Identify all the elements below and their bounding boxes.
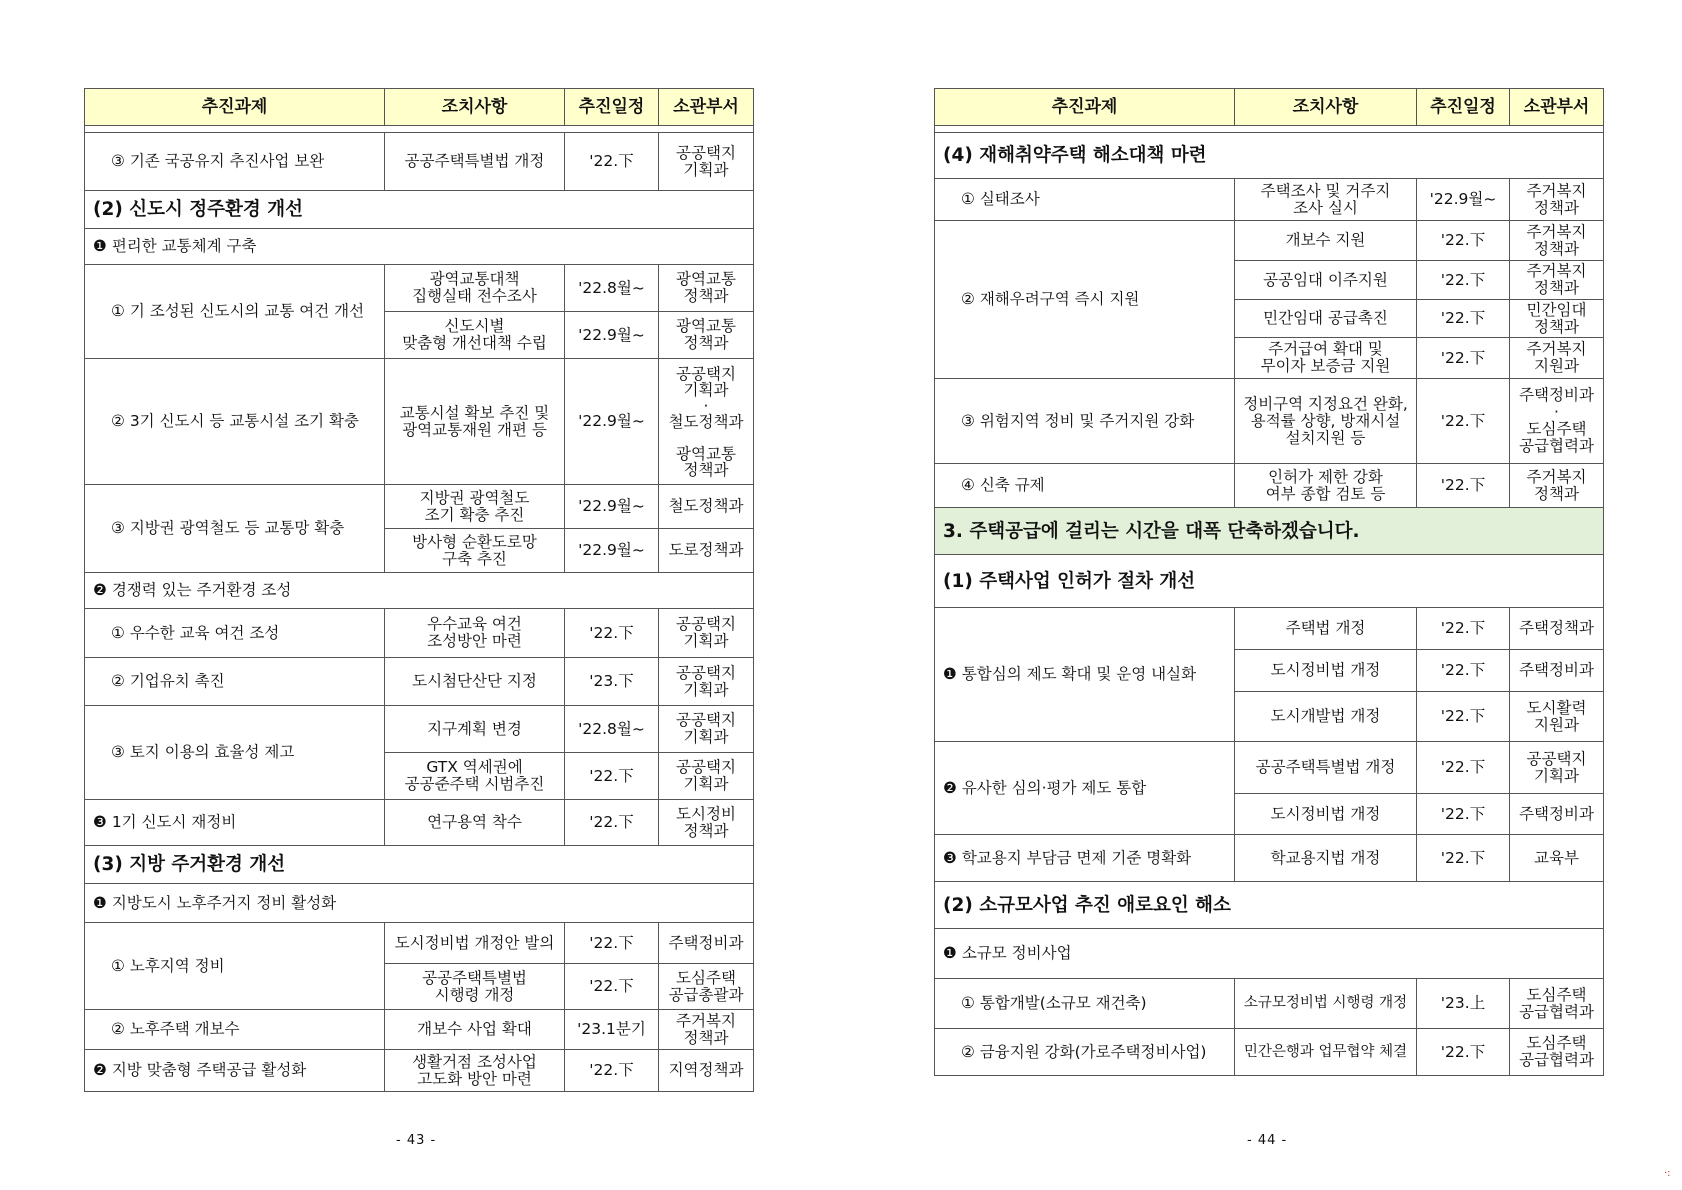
action-cell: 정비구역 지정요건 완화, 용적률 상향, 방재시설 설치지원 등 [1235, 379, 1417, 464]
task-cell: ① 노후지역 정비 [85, 923, 385, 1010]
task-cell: ② 3기 신도시 등 교통시설 조기 확충 [85, 359, 385, 485]
schedule-cell: '23.1분기 [565, 1010, 659, 1050]
dept-cell: 주거복지 정책과 [1510, 464, 1604, 508]
dept-cell: 공공택지 기획과 [659, 658, 754, 706]
spacer-row [935, 126, 1604, 133]
action-cell: 인허가 제한 강화 여부 종합 검토 등 [1235, 464, 1417, 508]
action-cell: 공공주택특별법 개정 [385, 133, 565, 191]
action-cell: 지구계획 변경 [385, 706, 565, 753]
section-heading: (4) 재해취약주택 해소대책 마련 [935, 133, 1604, 179]
table-header [85, 89, 754, 126]
schedule-cell: '22.8월~ [565, 706, 659, 753]
schedule-cell: '22.下 [565, 753, 659, 800]
dept-cell: 공공택지 기획과 [659, 753, 754, 800]
schedule-cell: '22.下 [1417, 1029, 1510, 1076]
action-cell: 도시정비법 개정안 발의 [385, 923, 565, 964]
table-row [935, 979, 1604, 1029]
schedule-cell: '22.下 [1417, 608, 1510, 650]
action-cell: 개보수 지원 [1235, 221, 1417, 261]
table-row [935, 835, 1604, 882]
dept-cell: 주택정비과 · 도심주택 공급협력과 [1510, 379, 1604, 464]
table-row [935, 464, 1604, 508]
dept-cell: 지역정책과 [659, 1050, 754, 1092]
dept-cell: 광역교통 정책과 [659, 312, 754, 359]
dept-cell: 철도정책과 [659, 485, 754, 529]
action-cell: 신도시별 맞춤형 개선대책 수립 [385, 312, 565, 359]
table-row [85, 359, 754, 485]
action-cell: 광역교통대책 집행실태 전수조사 [385, 265, 565, 312]
subsection-heading: ❶ 지방도시 노후주거지 정비 활성화 [85, 884, 754, 923]
schedule-cell: '22.下 [565, 964, 659, 1010]
dept-cell: 도심주택 공급총괄과 [659, 964, 754, 1010]
table-row [85, 265, 754, 312]
schedule-cell: '22.下 [1417, 221, 1510, 261]
header-task: 추진과제 [85, 89, 385, 126]
task-cell: ❸ 학교용지 부담금 면제 기준 명확화 [935, 835, 1235, 882]
table-row [935, 608, 1604, 650]
subsection-heading: ❷ 경쟁력 있는 주거환경 조성 [85, 573, 754, 609]
dept-cell: 주거복지 정책과 [1510, 179, 1604, 221]
task-cell: ② 재해우려구역 즉시 지원 [935, 221, 1235, 379]
action-cell: 도시개발법 개정 [1235, 692, 1417, 742]
header-action: 조치사항 [385, 89, 565, 126]
schedule-cell: '22.9월~ [1417, 179, 1510, 221]
header-dept: 소관부서 [1510, 89, 1604, 126]
schedule-cell: '22.9월~ [565, 312, 659, 359]
chapter-heading: 3. 주택공급에 걸리는 시간을 대폭 단축하겠습니다. [935, 508, 1604, 555]
task-cell: ❸ 1기 신도시 재정비 [85, 800, 385, 846]
page-43 [84, 88, 753, 1092]
dept-cell: 주거복지 정책과 [1510, 221, 1604, 261]
table-row [935, 221, 1604, 261]
page-number: - 44 - [1247, 1133, 1288, 1148]
schedule-cell: '22.下 [1417, 794, 1510, 835]
task-cell: ① 통합개발(소규모 재건축) [935, 979, 1235, 1029]
header-action: 조치사항 [1235, 89, 1417, 126]
action-cell: 생활거점 조성사업 고도화 방안 마련 [385, 1050, 565, 1092]
task-cell: ② 기업유치 촉진 [85, 658, 385, 706]
dept-cell: 민간임대 정책과 [1510, 300, 1604, 338]
page-number: - 43 - [396, 1133, 437, 1148]
dept-cell: 도심주택 공급협력과 [1510, 1029, 1604, 1076]
schedule-cell: '22.8월~ [565, 265, 659, 312]
action-cell: 개보수 사업 확대 [385, 1010, 565, 1050]
task-cell: ③ 지방권 광역철도 등 교통망 확충 [85, 485, 385, 573]
action-cell: 공공주택특별법 개정 [1235, 742, 1417, 794]
dept-cell: 주택정비과 [659, 923, 754, 964]
dept-cell: 주거복지 지원과 [1510, 338, 1604, 379]
task-cell: ❷ 유사한 심의·평가 제도 통합 [935, 742, 1235, 835]
action-cell: 방사형 순환도로망 구축 추진 [385, 529, 565, 573]
schedule-cell: '22.下 [1417, 650, 1510, 692]
action-cell: GTX 역세권에 공공준주택 시범추진 [385, 753, 565, 800]
schedule-cell: '22.9월~ [565, 359, 659, 485]
section-heading: (2) 소규모사업 추진 애로요인 해소 [935, 882, 1604, 929]
task-cell: ① 우수한 교육 여건 조성 [85, 609, 385, 658]
dept-cell: 공공택지 기획과 [659, 706, 754, 753]
schedule-cell: '22.下 [565, 609, 659, 658]
action-cell: 도시정비법 개정 [1235, 794, 1417, 835]
corner-mark-icon: ·: [1664, 1168, 1671, 1179]
table-row [85, 1010, 754, 1050]
schedule-cell: '22.下 [565, 133, 659, 191]
table-row [935, 742, 1604, 794]
schedule-cell: '22.下 [565, 1050, 659, 1092]
dept-cell: 도로정책과 [659, 529, 754, 573]
action-cell: 민간임대 공급촉진 [1235, 300, 1417, 338]
action-cell: 주택법 개정 [1235, 608, 1417, 650]
schedule-cell: '22.下 [1417, 300, 1510, 338]
header-dept: 소관부서 [659, 89, 754, 126]
schedule-cell: '22.9월~ [565, 485, 659, 529]
dept-cell: 주택정책과 [1510, 608, 1604, 650]
schedule-cell: '22.下 [1417, 379, 1510, 464]
schedule-cell: '23.下 [565, 658, 659, 706]
schedule-cell: '22.下 [1417, 692, 1510, 742]
schedule-cell: '22.下 [1417, 464, 1510, 508]
page-44 [934, 88, 1603, 1076]
schedule-cell: '22.下 [1417, 835, 1510, 882]
table-row [85, 658, 754, 706]
task-cell: ❶ 통합심의 제도 확대 및 운영 내실화 [935, 608, 1235, 742]
action-cell: 지방권 광역철도 조기 확충 추진 [385, 485, 565, 529]
action-cell: 주택조사 및 거주지 조사 실시 [1235, 179, 1417, 221]
action-cell: 도시첨단산단 지정 [385, 658, 565, 706]
header-task: 추진과제 [935, 89, 1235, 126]
schedule-cell: '22.9월~ [565, 529, 659, 573]
dept-cell: 광역교통 정책과 [659, 265, 754, 312]
right-plan-table [934, 88, 1604, 1076]
header-schedule: 추진일정 [1417, 89, 1510, 126]
section-heading: (2) 신도시 정주환경 개선 [85, 191, 754, 229]
task-cell: ❷ 지방 맞춤형 주택공급 활성화 [85, 1050, 385, 1092]
table-header [935, 89, 1604, 126]
header-schedule: 추진일정 [565, 89, 659, 126]
dept-cell: 도시정비 정책과 [659, 800, 754, 846]
task-cell: ② 노후주택 개보수 [85, 1010, 385, 1050]
left-plan-table [84, 88, 754, 1092]
action-cell: 공공주택특별법 시행령 개정 [385, 964, 565, 1010]
task-cell: ③ 토지 이용의 효율성 제고 [85, 706, 385, 800]
action-cell: 민간은행과 업무협약 체결 [1235, 1029, 1417, 1076]
task-cell: ④ 신축 규제 [935, 464, 1235, 508]
action-cell: 공공임대 이주지원 [1235, 261, 1417, 300]
section-heading: (1) 주택사업 인허가 절차 개선 [935, 555, 1604, 608]
dept-cell: 도심주택 공급협력과 [1510, 979, 1604, 1029]
action-cell: 연구용역 착수 [385, 800, 565, 846]
schedule-cell: '22.下 [565, 800, 659, 846]
table-row [85, 133, 754, 191]
section-heading: (3) 지방 주거환경 개선 [85, 846, 754, 884]
task-cell: ③ 위험지역 정비 및 주거지원 강화 [935, 379, 1235, 464]
dept-cell: 공공택지 기획과 [659, 133, 754, 191]
schedule-cell: '22.下 [565, 923, 659, 964]
dept-cell: 주거복지 정책과 [659, 1010, 754, 1050]
schedule-cell: '22.下 [1417, 742, 1510, 794]
task-cell: ① 기 조성된 신도시의 교통 여건 개선 [85, 265, 385, 359]
dept-cell: 주택정비과 [1510, 650, 1604, 692]
table-row [935, 379, 1604, 464]
subsection-heading: ❶ 편리한 교통체계 구축 [85, 229, 754, 265]
task-cell: ③ 기존 국공유지 추진사업 보완 [85, 133, 385, 191]
table-row [85, 485, 754, 529]
action-cell: 주거급여 확대 및 무이자 보증금 지원 [1235, 338, 1417, 379]
table-row [85, 800, 754, 846]
table-row [935, 1029, 1604, 1076]
table-row [85, 1050, 754, 1092]
subsection-heading: ❶ 소규모 정비사업 [935, 929, 1604, 979]
dept-cell: 도시활력 지원과 [1510, 692, 1604, 742]
dept-cell: 공공택지 기획과 [1510, 742, 1604, 794]
table-row [85, 706, 754, 753]
action-cell: 교통시설 확보 추진 및 광역교통재원 개편 등 [385, 359, 565, 485]
table-row [85, 609, 754, 658]
schedule-cell: '23.上 [1417, 979, 1510, 1029]
spacer-row [85, 126, 754, 133]
dept-cell: 주택정비과 [1510, 794, 1604, 835]
action-cell: 우수교육 여건 조성방안 마련 [385, 609, 565, 658]
action-cell: 도시정비법 개정 [1235, 650, 1417, 692]
dept-cell: 교육부 [1510, 835, 1604, 882]
action-cell: 학교용지법 개정 [1235, 835, 1417, 882]
schedule-cell: '22.下 [1417, 261, 1510, 300]
table-row [935, 179, 1604, 221]
table-row [85, 923, 754, 964]
dept-cell: 공공택지 기획과 · 철도정책과 광역교통 정책과 [659, 359, 754, 485]
schedule-cell: '22.下 [1417, 338, 1510, 379]
dept-cell: 공공택지 기획과 [659, 609, 754, 658]
task-cell: ① 실태조사 [935, 179, 1235, 221]
dept-cell: 주거복지 정책과 [1510, 261, 1604, 300]
action-cell: 소규모정비법 시행령 개정 [1235, 979, 1417, 1029]
task-cell: ② 금융지원 강화(가로주택정비사업) [935, 1029, 1235, 1076]
